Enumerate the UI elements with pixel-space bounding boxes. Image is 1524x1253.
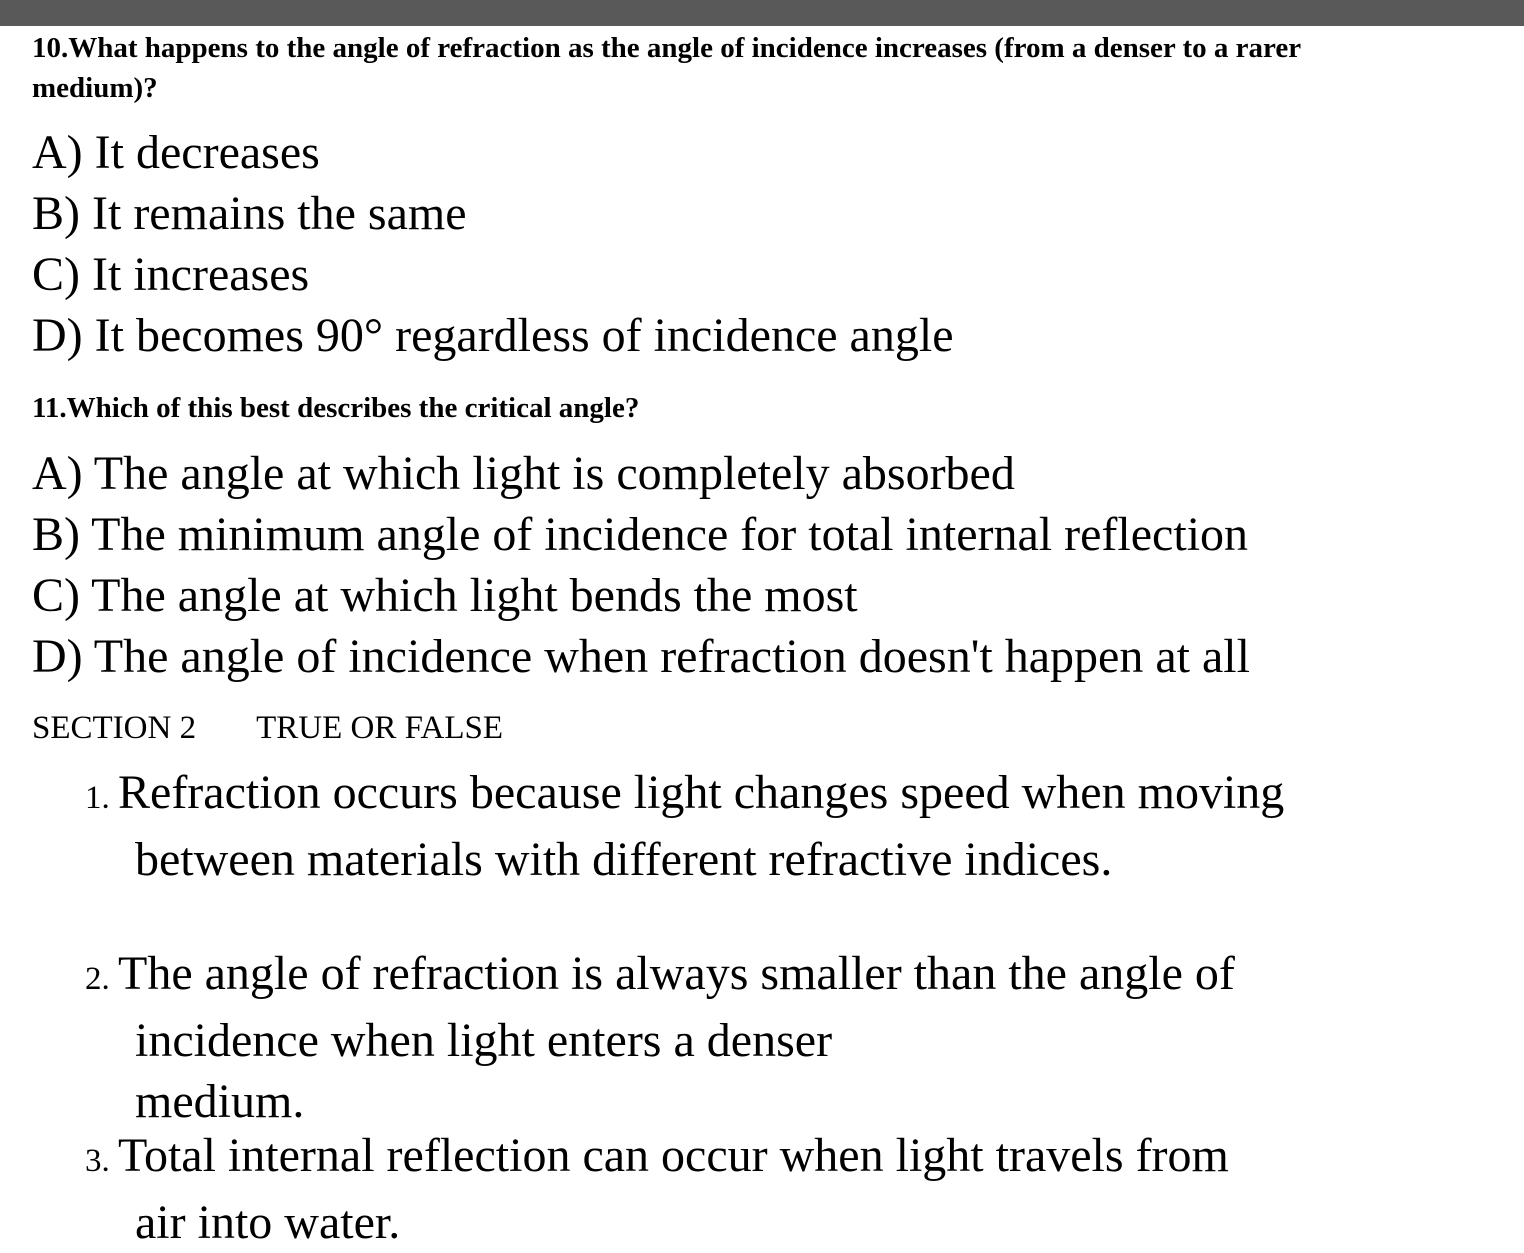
- question-10-option-a: A) It decreases: [32, 126, 320, 179]
- item-text-line: air into water.: [135, 1196, 401, 1249]
- question-10-option-d: D) It becomes 90° regardless of incidence angle: [32, 309, 954, 362]
- true-false-item-2: [85, 943, 1465, 1132]
- section-title: TRUE OR FALSE: [256, 710, 503, 746]
- item-text-line: Refraction occurs because light changes speed when moving: [118, 766, 1285, 819]
- section-label: SECTION 2: [32, 710, 197, 746]
- question-10-option-b: B) It remains the same: [32, 187, 467, 240]
- question-11: 11.Which of this best describes the critical angle?: [32, 392, 640, 424]
- question-11-options: [32, 443, 1250, 687]
- item-text-line: medium.: [135, 1075, 305, 1128]
- top-bar: [0, 0, 1524, 26]
- item-number: 2.: [85, 961, 110, 997]
- question-11-option-d: D) The angle of incidence when refraction doesn't happen at all: [32, 630, 1250, 683]
- item-text-line: incidence when light enters a denser: [135, 1014, 833, 1067]
- question-11-option-b: B) The minimum angle of incidence for total internal reflection: [32, 508, 1249, 561]
- item-text-line: Total internal reflection can occur when light travels from: [118, 1129, 1229, 1182]
- item-text-line: between materials with different refractive indices.: [135, 833, 1113, 886]
- item-number: 3.: [85, 1143, 110, 1179]
- question-10: 10.What happens to the angle of refraction as the angle of incidence increases (from a denser to a rarer medium)?: [32, 32, 1301, 104]
- question-11-option-c: C) The angle at which light bends the most: [32, 569, 858, 622]
- true-false-item-3: [85, 1125, 1465, 1253]
- question-11-option-a: A) The angle at which light is completely absorbed: [32, 447, 1015, 500]
- item-text-line: The angle of refraction is always smaller than the angle of: [118, 947, 1235, 1000]
- true-false-item-1: [85, 762, 1465, 890]
- section-header: [32, 706, 503, 750]
- question-10-option-c: C) It increases: [32, 248, 310, 301]
- item-number: 1.: [85, 780, 110, 816]
- question-10-options: [32, 122, 954, 366]
